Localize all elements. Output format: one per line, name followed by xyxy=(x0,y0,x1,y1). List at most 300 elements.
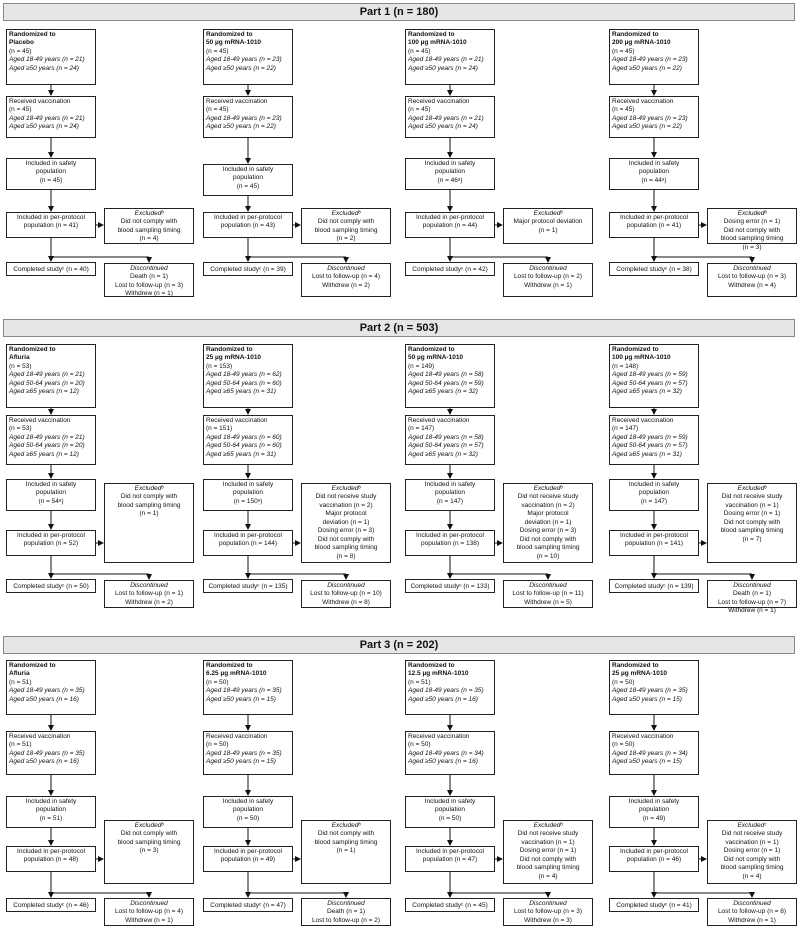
excluded-box-line: blood sampling timing xyxy=(720,527,784,535)
randomized-box-line: 100 µg mRNA-1010 xyxy=(408,39,467,47)
vaccination-box-line: (n = 53) xyxy=(9,425,32,433)
safety-box-line: Included in safety xyxy=(424,798,476,805)
randomized-box xyxy=(609,344,699,408)
randomized-box-line: 12.5 µg mRNA-1010 xyxy=(408,670,469,678)
randomized-box-line: Randomized to xyxy=(612,662,659,669)
vaccination-box-line: Received vaccination xyxy=(408,417,470,424)
perprotocol-box xyxy=(609,212,699,238)
randomized-box-line: Aged ≥50 years (n = 24) xyxy=(408,64,478,72)
randomized-box-line: Randomized to xyxy=(408,346,455,353)
vaccination-box-line: Aged ≥65 years (n = 31) xyxy=(206,450,276,458)
vaccination-box-line: (n = 50) xyxy=(206,741,229,749)
perprotocol-box-line: population (n = 144) xyxy=(218,540,277,548)
safety-box-line: (n = 45) xyxy=(39,176,63,184)
discontinued-box-line: Lost to follow-up (n = 4) xyxy=(114,908,184,916)
excluded-box-line: Did not comply with xyxy=(120,493,178,501)
excluded-box-line: blood sampling timing xyxy=(516,864,580,872)
vaccination-box-line: Received vaccination xyxy=(9,417,71,424)
vaccination-box xyxy=(609,731,699,775)
discontinued-box-line: Discontinued xyxy=(733,900,771,907)
excluded-box xyxy=(707,483,797,563)
excluded-box-line: Excludedᵇ xyxy=(134,485,164,492)
perprotocol-box-line: population (n = 46) xyxy=(626,856,682,864)
part-header: Part 3 (n = 202) xyxy=(3,636,795,654)
randomized-box-line: Aged ≥50 years (n = 15) xyxy=(612,695,682,703)
discontinued-box-line: Discontinued xyxy=(327,900,365,907)
vaccination-box-line: (n = 147) xyxy=(612,425,639,433)
excluded-box-line: Dosing error (n = 1) xyxy=(723,218,781,226)
excluded-box-line: Excludedᵇ xyxy=(331,210,361,217)
safety-box-line: population xyxy=(435,806,465,814)
discontinued-box xyxy=(503,898,593,926)
perprotocol-box-line: Included in per-protocol xyxy=(214,532,282,539)
randomized-box-line: (n = 51) xyxy=(408,678,431,686)
perprotocol-box-line: population (n = 141) xyxy=(624,540,683,548)
vaccination-box-line: Received vaccination xyxy=(612,733,674,740)
discontinued-box-line: Lost to follow-up (n = 3) xyxy=(513,908,583,916)
vaccination-box-line: Aged ≥50 years (n = 16) xyxy=(9,758,79,766)
discontinued-box-line: Discontinued xyxy=(327,582,365,589)
excluded-box-line: Did not comply with xyxy=(723,855,781,863)
excluded-box-line: Did not receive study xyxy=(721,830,783,838)
excluded-box-line: (n = 2) xyxy=(336,235,356,243)
excluded-box-line: vaccination (n = 1) xyxy=(521,838,575,846)
randomized-box-line: Aged ≥65 years (n = 12) xyxy=(9,388,79,396)
randomized-box-line: Randomized to xyxy=(408,662,455,669)
vaccination-box-line: Received vaccination xyxy=(612,98,674,105)
safety-box-line: (n = 54ᵃ) xyxy=(38,497,64,505)
excluded-box-line: Did not receive study xyxy=(517,830,579,838)
vaccination-box-line: Aged 18-49 years (n = 34) xyxy=(612,749,688,757)
randomized-box-line: (n = 45) xyxy=(206,47,229,55)
randomized-box-line: Aged ≥50 years (n = 22) xyxy=(206,64,276,72)
excluded-box-line: (n = 4) xyxy=(139,235,159,243)
perprotocol-box-line: Included in per-protocol xyxy=(620,532,688,539)
completed-box: Completed studyᶜ (n = 139) xyxy=(609,579,699,593)
excluded-box xyxy=(104,208,194,244)
excluded-box-line: Excludedᵇ xyxy=(331,485,361,492)
safety-box-line: (n = 46ᵃ) xyxy=(437,176,463,184)
excluded-box-line: Dosing error (n = 1) xyxy=(519,847,577,855)
randomized-box-line: 200 µg mRNA-1010 xyxy=(612,39,671,47)
completed-box: Completed studyᶜ (n = 135) xyxy=(203,579,293,593)
completed-box: Completed studyᶜ (n = 45) xyxy=(405,898,495,912)
perprotocol-box-line: population (n = 47) xyxy=(422,856,478,864)
discontinued-box-line: Withdrew (n = 1) xyxy=(524,281,572,289)
randomized-box xyxy=(405,660,495,715)
completed-box: Completed studyᶜ (n = 42) xyxy=(405,262,495,276)
perprotocol-box-line: population (n = 41) xyxy=(23,222,79,230)
safety-box-line: (n = 50) xyxy=(438,814,462,822)
excluded-box-line: (n = 8) xyxy=(336,552,356,560)
safety-box-line: (n = 45) xyxy=(236,182,260,190)
perprotocol-box xyxy=(609,530,699,556)
perprotocol-box-line: Included in per-protocol xyxy=(214,214,282,221)
excluded-box-line: Did not comply with xyxy=(519,855,577,863)
discontinued-box-line: Withdrew (n = 5) xyxy=(524,598,572,606)
randomized-box-line: Aged ≥65 years (n = 32) xyxy=(612,388,682,396)
randomized-box-line: 50 µg mRNA-1010 xyxy=(206,39,262,47)
vaccination-box-line: Aged ≥50 years (n = 24) xyxy=(408,123,478,131)
randomized-box-line: Randomized to xyxy=(612,31,659,38)
vaccination-box-line: Received vaccination xyxy=(408,98,470,105)
excluded-box-line: blood sampling timing xyxy=(516,544,580,552)
excluded-box-line: Did not comply with xyxy=(519,535,577,543)
randomized-box-line: 25 µg mRNA-1010 xyxy=(206,354,262,362)
discontinued-box xyxy=(707,263,797,297)
randomized-box-line: 6.25 µg mRNA-1010 xyxy=(206,670,267,678)
discontinued-box-line: Discontinued xyxy=(733,265,771,272)
discontinued-box-line: Withdrew (n = 4) xyxy=(728,281,776,289)
randomized-box-line: Placebo xyxy=(9,39,34,47)
discontinued-box-line: Withdrew (n = 1) xyxy=(728,607,776,615)
randomized-box-line: Aged 18-49 years (n = 35) xyxy=(408,687,484,695)
randomized-box-line: (n = 153) xyxy=(206,362,233,370)
safety-box-line: Included in safety xyxy=(222,481,274,488)
discontinued-box-line: Discontinued xyxy=(327,265,365,272)
randomized-box-line: Aged 18-49 years (n = 58) xyxy=(408,371,484,379)
safety-box-line: population xyxy=(233,174,263,182)
vaccination-box-line: Received vaccination xyxy=(9,733,71,740)
vaccination-box-line: (n = 50) xyxy=(408,741,431,749)
discontinued-box xyxy=(301,898,391,926)
randomized-box-line: Randomized to xyxy=(9,346,56,353)
discontinued-box xyxy=(104,580,194,608)
excluded-box xyxy=(104,483,194,563)
completed-box: Completed studyᶜ (n = 46) xyxy=(6,898,96,912)
discontinued-box-line: Death (n = 1) xyxy=(129,273,169,281)
randomized-box-line: Aged 18-49 years (n = 21) xyxy=(9,56,85,64)
safety-box xyxy=(405,479,495,511)
safety-box xyxy=(6,479,96,511)
randomized-box xyxy=(6,344,96,408)
completed-box: Completed studyᶜ (n = 41) xyxy=(609,898,699,912)
excluded-box-line: Dosing error (n = 3) xyxy=(317,527,375,535)
randomized-box-line: (n = 50) xyxy=(206,678,229,686)
discontinued-box-line: Lost to follow-up (n = 7) xyxy=(717,598,787,606)
vaccination-box-line: Received vaccination xyxy=(612,417,674,424)
excluded-box-line: deviation (n = 1) xyxy=(524,518,572,526)
randomized-box-line: Aged 18-49 years (n = 35) xyxy=(612,687,688,695)
excluded-box-line: Did not comply with xyxy=(317,830,375,838)
vaccination-box-line: Aged 18-49 years (n = 58) xyxy=(408,433,484,441)
excluded-box-line: blood sampling timing xyxy=(117,226,181,234)
vaccination-box-line: Received vaccination xyxy=(408,733,470,740)
excluded-box-line: Dosing error (n = 1) xyxy=(723,510,781,518)
safety-box-line: population xyxy=(36,168,66,176)
discontinued-box-line: Withdrew (n = 1) xyxy=(125,290,173,298)
randomized-box xyxy=(203,344,293,408)
vaccination-box xyxy=(609,415,699,465)
vaccination-box-line: Received vaccination xyxy=(206,733,268,740)
excluded-box-line: vaccination (n = 1) xyxy=(725,838,779,846)
perprotocol-box-line: Included in per-protocol xyxy=(17,214,85,221)
discontinued-box xyxy=(503,580,593,608)
discontinued-box-line: Discontinued xyxy=(529,582,567,589)
discontinued-box-line: Death (n = 1) xyxy=(326,908,366,916)
randomized-box-line: Aged 18-49 years (n = 21) xyxy=(408,56,484,64)
excluded-box-line: Major protocol xyxy=(325,510,367,518)
perprotocol-box-line: Included in per-protocol xyxy=(17,532,85,539)
excluded-box-line: Major protocol deviation xyxy=(513,218,583,226)
excluded-box xyxy=(503,208,593,244)
completed-box: Completed studyᶜ (n = 133) xyxy=(405,579,495,593)
vaccination-box-line: Aged ≥65 years (n = 12) xyxy=(9,450,79,458)
perprotocol-box xyxy=(405,212,495,238)
excluded-box-line: (n = 3) xyxy=(742,243,762,251)
vaccination-box-line: Aged 18-49 years (n = 34) xyxy=(408,749,484,757)
excluded-box xyxy=(707,820,797,884)
randomized-box-line: 50 µg mRNA-1010 xyxy=(408,354,464,362)
safety-box-line: Included in safety xyxy=(424,481,476,488)
excluded-box-line: Did not comply with xyxy=(317,535,375,543)
perprotocol-box-line: Included in per-protocol xyxy=(416,532,484,539)
vaccination-box-line: Received vaccination xyxy=(206,417,268,424)
perprotocol-box xyxy=(203,212,293,238)
randomized-box-line: Aged 50-64 years (n = 59) xyxy=(408,379,484,387)
randomized-box-line: Aged ≥65 years (n = 32) xyxy=(408,388,478,396)
vaccination-box-line: Aged ≥65 years (n = 31) xyxy=(612,450,682,458)
excluded-box-line: Excludedᵇ xyxy=(331,822,361,829)
excluded-box xyxy=(301,208,391,244)
safety-box-line: population xyxy=(639,168,669,176)
safety-box-line: (n = 147) xyxy=(436,497,464,505)
safety-box xyxy=(405,158,495,190)
vaccination-box xyxy=(405,731,495,775)
vaccination-box-line: (n = 151) xyxy=(206,425,233,433)
perprotocol-box-line: population (n = 52) xyxy=(23,540,79,548)
part-header: Part 1 (n = 180) xyxy=(3,3,795,21)
randomized-box-line: Aged ≥50 years (n = 16) xyxy=(408,695,478,703)
excluded-box-line: Did not comply with xyxy=(723,518,781,526)
perprotocol-box-line: population (n = 41) xyxy=(626,222,682,230)
vaccination-box-line: Aged ≥50 years (n = 16) xyxy=(408,758,478,766)
safety-box-line: population xyxy=(36,806,66,814)
excluded-box-line: blood sampling timing xyxy=(314,544,378,552)
perprotocol-box-line: Included in per-protocol xyxy=(416,848,484,855)
vaccination-box-line: Aged 18-49 years (n = 21) xyxy=(9,433,85,441)
excluded-box-line: Did not comply with xyxy=(120,218,178,226)
vaccination-box-line: Aged 18-49 years (n = 23) xyxy=(206,114,282,122)
vaccination-box-line: Aged 50-64 years (n = 60) xyxy=(206,442,282,450)
safety-box xyxy=(609,158,699,190)
safety-box-line: (n = 147) xyxy=(640,497,668,505)
excluded-box-line: Excludedᵇ xyxy=(533,210,563,217)
discontinued-box-line: Withdrew (n = 3) xyxy=(524,916,572,924)
perprotocol-box-line: Included in per-protocol xyxy=(620,848,688,855)
excluded-box-line: vaccination (n = 2) xyxy=(521,501,575,509)
randomized-box-line: Aged ≥65 years (n = 31) xyxy=(206,388,276,396)
randomized-box-line: Randomized to xyxy=(9,31,56,38)
discontinued-box-line: Withdrew (n = 1) xyxy=(728,916,776,924)
safety-box-line: population xyxy=(639,806,669,814)
randomized-box-line: Aged ≥50 years (n = 16) xyxy=(9,695,79,703)
discontinued-box-line: Discontinued xyxy=(529,265,567,272)
vaccination-box-line: Aged 18-49 years (n = 21) xyxy=(408,114,484,122)
perprotocol-box-line: population (n = 43) xyxy=(220,222,276,230)
safety-box xyxy=(203,796,293,828)
safety-box-line: Included in safety xyxy=(222,166,274,173)
randomized-box-line: Aged 18-49 years (n = 59) xyxy=(612,371,688,379)
randomized-box-line: Randomized to xyxy=(612,346,659,353)
excluded-box-line: vaccination (n = 1) xyxy=(725,501,779,509)
randomized-box-line: (n = 51) xyxy=(9,678,32,686)
safety-box xyxy=(203,479,293,511)
perprotocol-box-line: population (n = 49) xyxy=(220,856,276,864)
safety-box xyxy=(203,164,293,196)
vaccination-box xyxy=(405,96,495,138)
safety-box-line: population xyxy=(435,489,465,497)
vaccination-box-line: Aged 50-64 years (n = 57) xyxy=(612,442,688,450)
vaccination-box-line: (n = 45) xyxy=(9,106,32,114)
discontinued-box-line: Discontinued xyxy=(130,900,168,907)
randomized-box xyxy=(405,344,495,408)
safety-box-line: population xyxy=(233,806,263,814)
discontinued-box-line: Withdrew (n = 2) xyxy=(322,281,370,289)
perprotocol-box xyxy=(6,212,96,238)
vaccination-box xyxy=(609,96,699,138)
discontinued-box xyxy=(104,898,194,926)
excluded-box xyxy=(301,820,391,884)
excluded-box xyxy=(104,820,194,884)
vaccination-box-line: Aged 18-49 years (n = 59) xyxy=(612,433,688,441)
vaccination-box xyxy=(6,731,96,775)
vaccination-box-line: Aged ≥50 years (n = 15) xyxy=(206,758,276,766)
excluded-box-line: (n = 4) xyxy=(742,872,762,880)
excluded-box-line: Did not receive study xyxy=(315,493,377,501)
discontinued-box xyxy=(301,263,391,297)
excluded-box-line: (n = 1) xyxy=(538,226,558,234)
safety-box-line: population xyxy=(233,489,263,497)
excluded-box-line: Excludedᵇ xyxy=(533,822,563,829)
excluded-box-line: blood sampling timing xyxy=(720,864,784,872)
vaccination-box xyxy=(6,96,96,138)
randomized-box-line: Randomized to xyxy=(206,662,253,669)
randomized-box-line: Aged 18-49 years (n = 62) xyxy=(206,371,282,379)
excluded-box xyxy=(503,820,593,884)
excluded-box-line: Major protocol xyxy=(527,510,569,518)
excluded-box-line: (n = 1) xyxy=(139,510,159,518)
randomized-box-line: 100 µg mRNA-1010 xyxy=(612,354,671,362)
discontinued-box-line: Discontinued xyxy=(529,900,567,907)
perprotocol-box xyxy=(6,846,96,872)
discontinued-box-line: Lost to follow-up (n = 3) xyxy=(717,273,787,281)
vaccination-box xyxy=(203,731,293,775)
part-header: Part 2 (n = 503) xyxy=(3,319,795,337)
vaccination-box-line: Received vaccination xyxy=(9,98,71,105)
safety-box xyxy=(609,479,699,511)
discontinued-box-line: Lost to follow-up (n = 3) xyxy=(114,281,184,289)
excluded-box xyxy=(503,483,593,563)
excluded-box-line: Excludedᶜ xyxy=(737,822,767,829)
discontinued-box-line: Lost to follow-up (n = 10) xyxy=(310,590,382,598)
randomized-box xyxy=(609,29,699,85)
excluded-box-line: (n = 3) xyxy=(139,847,159,855)
perprotocol-box-line: Included in per-protocol xyxy=(17,848,85,855)
safety-box-line: Included in safety xyxy=(424,160,476,167)
vaccination-box-line: Aged 50-64 years (n = 20) xyxy=(9,442,85,450)
discontinued-box xyxy=(707,898,797,926)
excluded-box xyxy=(707,208,797,251)
discontinued-box xyxy=(104,263,194,297)
vaccination-box-line: (n = 45) xyxy=(206,106,229,114)
excluded-box-line: (n = 10) xyxy=(536,552,560,560)
safety-box-line: Included in safety xyxy=(222,798,274,805)
discontinued-box xyxy=(301,580,391,608)
perprotocol-box-line: population (n = 138) xyxy=(420,540,479,548)
completed-box: Completed studyᶜ (n = 50) xyxy=(6,579,96,593)
randomized-box-line: Aged ≥50 years (n = 15) xyxy=(206,695,276,703)
safety-box-line: Included in safety xyxy=(628,160,680,167)
vaccination-box-line: Aged 18-49 years (n = 60) xyxy=(206,433,282,441)
safety-box-line: (n = 50) xyxy=(236,814,260,822)
randomized-box-line: (n = 45) xyxy=(9,47,32,55)
vaccination-box-line: (n = 51) xyxy=(9,741,32,749)
excluded-box-line: vaccination (n = 2) xyxy=(319,501,373,509)
safety-box-line: Included in safety xyxy=(628,481,680,488)
vaccination-box-line: (n = 50) xyxy=(612,741,635,749)
excluded-box-line: Did not comply with xyxy=(317,218,375,226)
discontinued-box-line: Discontinued xyxy=(130,582,168,589)
excluded-box-line: Excludedᵇ xyxy=(533,485,563,492)
randomized-box-line: Aged 50-64 years (n = 20) xyxy=(9,379,85,387)
excluded-box-line: (n = 1) xyxy=(336,847,356,855)
excluded-box-line: blood sampling timing xyxy=(314,226,378,234)
discontinued-box-line: Death (n = 1) xyxy=(732,590,772,598)
randomized-box xyxy=(203,660,293,715)
completed-box: Completed studyᶜ (n = 39) xyxy=(203,262,293,276)
excluded-box xyxy=(301,483,391,563)
randomized-box-line: Randomized to xyxy=(206,31,253,38)
excluded-box-line: blood sampling timing xyxy=(720,235,784,243)
safety-box-line: Included in safety xyxy=(25,798,77,805)
safety-box xyxy=(6,796,96,828)
randomized-box-line: Aged ≥50 years (n = 24) xyxy=(9,64,79,72)
safety-box-line: population xyxy=(36,489,66,497)
discontinued-box-line: Lost to follow-up (n = 11) xyxy=(512,590,584,598)
safety-box-line: population xyxy=(435,168,465,176)
vaccination-box xyxy=(405,415,495,465)
perprotocol-box xyxy=(405,846,495,872)
randomized-box-line: Aged 18-49 years (n = 23) xyxy=(612,56,688,64)
vaccination-box-line: Aged 18-49 years (n = 35) xyxy=(206,749,282,757)
discontinued-box-line: Lost to follow-up (n = 1) xyxy=(114,590,184,598)
perprotocol-box xyxy=(203,530,293,556)
randomized-box-line: (n = 45) xyxy=(612,47,635,55)
excluded-box-line: blood sampling timing xyxy=(314,838,378,846)
perprotocol-box-line: population (n = 48) xyxy=(23,856,79,864)
vaccination-box-line: Aged 18-49 years (n = 35) xyxy=(9,749,85,757)
excluded-box-line: Did not receive study xyxy=(517,493,579,501)
discontinued-box-line: Lost to follow-up (n = 4) xyxy=(311,273,381,281)
vaccination-box-line: Aged 18-49 years (n = 21) xyxy=(9,114,85,122)
discontinued-box-line: Lost to follow-up (n = 8) xyxy=(717,908,787,916)
perprotocol-box-line: Included in per-protocol xyxy=(416,214,484,221)
randomized-box-line: Afluria xyxy=(9,354,30,362)
randomized-box-line: 25 µg mRNA-1010 xyxy=(612,670,668,678)
discontinued-box-line: Discontinued xyxy=(733,582,771,589)
completed-box: Completed studyᶜ (n = 47) xyxy=(203,898,293,912)
excluded-box-line: Excludedᵇ xyxy=(134,822,164,829)
safety-box-line: (n = 49) xyxy=(642,814,666,822)
randomized-box-line: Aged 50-64 years (n = 60) xyxy=(206,379,282,387)
excluded-box-line: blood sampling timing xyxy=(117,838,181,846)
excluded-box-line: Excludedᵇ xyxy=(134,210,164,217)
perprotocol-box-line: Included in per-protocol xyxy=(620,214,688,221)
excluded-box-line: Excludedᵇ xyxy=(737,485,767,492)
vaccination-box-line: Aged ≥65 years (n = 32) xyxy=(408,450,478,458)
randomized-box-line: (n = 45) xyxy=(408,47,431,55)
